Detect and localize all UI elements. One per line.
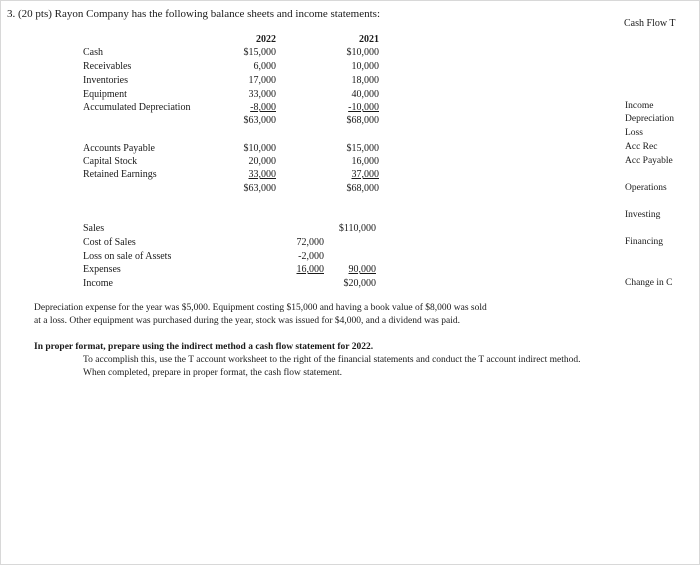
income-mid-value: 72,000 xyxy=(296,237,324,248)
income-right-value: 90,000 xyxy=(348,264,376,275)
question-header: 3. (20 pts) Rayon Company has the following balance sheets and income statements: xyxy=(7,8,381,20)
income-label-income: Income xyxy=(83,278,113,289)
asset-total-2021: $68,000 xyxy=(346,115,379,126)
liability-value-2022: 33,000 xyxy=(248,169,276,180)
asset-label-cash: Cash xyxy=(83,47,103,58)
asset-value-2021: $10,000 xyxy=(346,47,379,58)
liability-total-2022: $63,000 xyxy=(243,183,276,194)
liability-label-retained-earnings: Retained Earnings xyxy=(83,169,157,180)
t-account-item-loss: Loss xyxy=(625,128,643,138)
t-account-financing: Financing xyxy=(625,237,663,247)
asset-value-2021: 40,000 xyxy=(351,89,379,100)
asset-value-2022: -8,000 xyxy=(250,102,276,113)
liability-label-accounts-payable: Accounts Payable xyxy=(83,143,155,154)
asset-value-2022: $15,000 xyxy=(243,47,276,58)
asset-value-2021: -10,000 xyxy=(348,102,379,113)
income-right-value: $20,000 xyxy=(343,278,376,289)
income-label-sales: Sales xyxy=(83,223,105,234)
t-account-operations: Operations xyxy=(625,183,667,193)
year-header-2021: 2021 xyxy=(359,34,379,45)
asset-label-inventories: Inventories xyxy=(83,75,128,86)
instructions-heading: In proper format, prepare using the indirect method a cash flow statement for 2022. xyxy=(34,342,374,352)
notes-line-1: Depreciation expense for the year was $5,000. Equipment costing $15,000 and having a book value of $8,000 was sold xyxy=(34,303,487,313)
liability-value-2021: 37,000 xyxy=(351,169,379,180)
income-mid-value: 16,000 xyxy=(296,264,324,275)
liability-value-2022: 20,000 xyxy=(248,156,276,167)
instructions-line-2: When completed, prepare in proper format, the cash flow statement. xyxy=(83,368,343,378)
income-right-value: $110,000 xyxy=(338,223,376,234)
instructions-line-1: To accomplish this, use the T account worksheet to the right of the financial statements and conduct the T account indirect method. xyxy=(83,355,581,365)
t-account-change-in-cash: Change in C xyxy=(625,278,673,288)
asset-value-2021: 18,000 xyxy=(351,75,379,86)
asset-label-accumulated-depreciation: Accumulated Depreciation xyxy=(83,102,191,113)
income-mid-value: -2,000 xyxy=(298,251,324,262)
t-account-item-depreciation: Depreciation xyxy=(625,114,675,124)
liability-label-capital-stock: Capital Stock xyxy=(83,156,138,167)
t-account-title: Cash Flow T xyxy=(624,18,676,29)
year-header-2022: 2022 xyxy=(256,34,276,45)
t-account-item-acc-payable: Acc Payable xyxy=(625,156,673,166)
asset-value-2022: 33,000 xyxy=(248,89,276,100)
t-account-item-acc-rec: Acc Rec xyxy=(625,142,658,152)
t-account-investing: Investing xyxy=(625,210,661,220)
asset-value-2022: 6,000 xyxy=(253,61,276,72)
t-account-item-income: Income xyxy=(625,101,654,111)
asset-label-equipment: Equipment xyxy=(83,89,127,100)
asset-value-2021: 10,000 xyxy=(351,61,379,72)
notes-line-2: at a loss. Other equipment was purchased during the year, stock was issued for $4,000, and a dividend was paid. xyxy=(34,316,460,326)
liability-total-2021: $68,000 xyxy=(346,183,379,194)
income-label-loss-on-sale: Loss on sale of Assets xyxy=(83,251,172,262)
liability-value-2022: $10,000 xyxy=(243,143,276,154)
liability-value-2021: $15,000 xyxy=(346,143,379,154)
liability-value-2021: 16,000 xyxy=(351,156,379,167)
income-label-expenses: Expenses xyxy=(83,264,121,275)
income-label-cost-of-sales: Cost of Sales xyxy=(83,237,136,248)
asset-label-receivables: Receivables xyxy=(83,61,132,72)
asset-value-2022: 17,000 xyxy=(248,75,276,86)
asset-total-2022: $63,000 xyxy=(243,115,276,126)
